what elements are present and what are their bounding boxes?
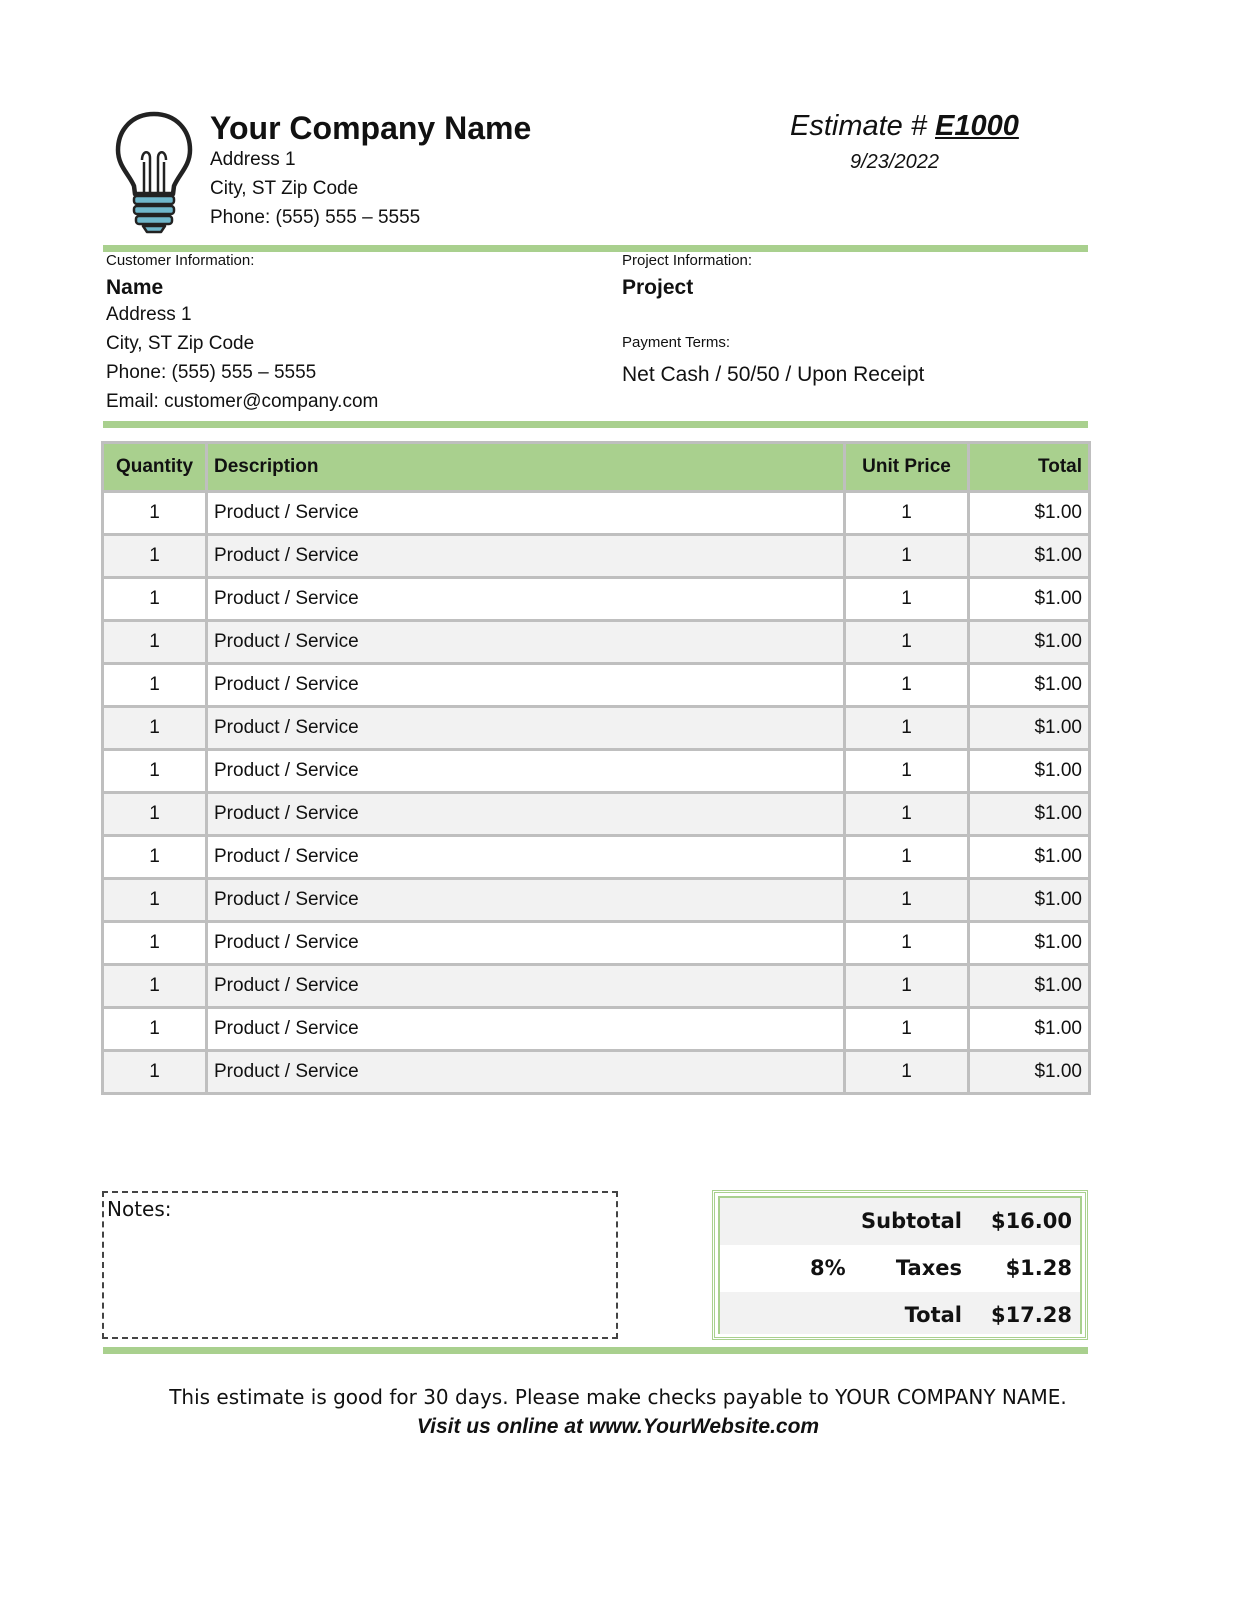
divider — [103, 421, 1088, 428]
description-cell[interactable]: Product / Service — [207, 836, 845, 879]
estimate-date: 9/23/2022 — [850, 151, 939, 173]
divider — [103, 1347, 1088, 1354]
table-row — [103, 922, 1090, 965]
payment-terms-heading: Payment Terms: — [622, 334, 731, 351]
table-row — [103, 621, 1090, 664]
line-total-cell[interactable]: $1.00 — [969, 879, 1090, 922]
subtotal-label: Subtotal — [861, 1209, 962, 1233]
line-total-cell[interactable]: $1.00 — [969, 578, 1090, 621]
table-row — [103, 707, 1090, 750]
company-city: City, ST Zip Code — [210, 178, 359, 199]
description-cell[interactable]: Product / Service — [207, 879, 845, 922]
line-total-cell[interactable]: $1.00 — [969, 750, 1090, 793]
customer-city: City, ST Zip Code — [106, 333, 255, 354]
description-cell[interactable]: Product / Service — [207, 750, 845, 793]
quantity-cell[interactable]: 1 — [103, 965, 207, 1008]
footer-terms: This estimate is good for 30 days. Please make checks payable to YOUR COMPANY NAME. — [169, 1385, 1067, 1409]
subtotal-value: $16.00 — [990, 1209, 1072, 1233]
description-cell[interactable]: Product / Service — [207, 492, 845, 535]
description-cell[interactable]: Product / Service — [207, 621, 845, 664]
taxes-row — [720, 1245, 1080, 1292]
quantity-cell[interactable]: 1 — [103, 879, 207, 922]
unit-price-cell[interactable]: 1 — [845, 836, 969, 879]
description-cell[interactable]: Product / Service — [207, 793, 845, 836]
column-header-total: Total — [969, 443, 1090, 492]
total-value: $17.28 — [990, 1303, 1072, 1327]
table-header-row — [103, 443, 1090, 492]
table-row — [103, 578, 1090, 621]
total-row — [720, 1292, 1080, 1334]
unit-price-cell[interactable]: 1 — [845, 492, 969, 535]
customer-name: Name — [106, 276, 164, 299]
unit-price-cell[interactable]: 1 — [845, 922, 969, 965]
unit-price-cell[interactable]: 1 — [845, 793, 969, 836]
project-name: Project — [622, 276, 694, 299]
unit-price-cell[interactable]: 1 — [845, 879, 969, 922]
unit-price-cell[interactable]: 1 — [845, 1051, 969, 1094]
description-cell[interactable]: Product / Service — [207, 707, 845, 750]
unit-price-cell[interactable]: 1 — [845, 578, 969, 621]
table-row — [103, 750, 1090, 793]
table-row — [103, 836, 1090, 879]
unit-price-cell[interactable]: 1 — [845, 664, 969, 707]
line-total-cell[interactable]: $1.00 — [969, 621, 1090, 664]
line-total-cell[interactable]: $1.00 — [969, 664, 1090, 707]
description-cell[interactable]: Product / Service — [207, 664, 845, 707]
unit-price-cell[interactable]: 1 — [845, 707, 969, 750]
quantity-cell[interactable]: 1 — [103, 922, 207, 965]
description-cell[interactable]: Product / Service — [207, 1051, 845, 1094]
customer-email: Email: customer@company.com — [106, 391, 379, 412]
subtotal-row — [720, 1198, 1080, 1245]
table-row — [103, 492, 1090, 535]
table-row — [103, 1008, 1090, 1051]
column-header-unit-price: Unit Price — [845, 443, 969, 492]
table-row — [103, 1051, 1090, 1094]
description-cell[interactable]: Product / Service — [207, 965, 845, 1008]
estimate-label: Estimate # — [790, 110, 927, 142]
unit-price-cell[interactable]: 1 — [845, 750, 969, 793]
company-address: Address 1 — [210, 149, 296, 170]
table-row — [103, 664, 1090, 707]
unit-price-cell[interactable]: 1 — [845, 1008, 969, 1051]
notes-label: Notes: — [107, 1197, 172, 1221]
tax-rate: 8% — [810, 1256, 846, 1280]
quantity-cell[interactable]: 1 — [103, 621, 207, 664]
divider — [103, 245, 1088, 252]
column-header-description: Description — [207, 443, 845, 492]
quantity-cell[interactable]: 1 — [103, 793, 207, 836]
footer-website: Visit us online at www.YourWebsite.com — [416, 1415, 820, 1438]
customer-heading: Customer Information: — [106, 252, 255, 269]
line-total-cell[interactable]: $1.00 — [969, 1051, 1090, 1094]
company-name: Your Company Name — [210, 110, 532, 146]
quantity-cell[interactable]: 1 — [103, 492, 207, 535]
project-heading: Project Information: — [622, 252, 753, 269]
table-row — [103, 965, 1090, 1008]
line-total-cell[interactable]: $1.00 — [969, 492, 1090, 535]
line-items-table — [101, 441, 1091, 1095]
quantity-cell[interactable]: 1 — [103, 836, 207, 879]
line-total-cell[interactable]: $1.00 — [969, 1008, 1090, 1051]
description-cell[interactable]: Product / Service — [207, 1008, 845, 1051]
description-cell[interactable]: Product / Service — [207, 922, 845, 965]
quantity-cell[interactable]: 1 — [103, 578, 207, 621]
totals-box — [712, 1190, 1088, 1340]
quantity-cell[interactable]: 1 — [103, 750, 207, 793]
table-row — [103, 535, 1090, 578]
column-header-quantity: Quantity — [103, 443, 207, 492]
line-total-cell[interactable]: $1.00 — [969, 535, 1090, 578]
quantity-cell[interactable]: 1 — [103, 1008, 207, 1051]
taxes-label: Taxes — [895, 1256, 962, 1280]
notes-box[interactable] — [102, 1191, 618, 1339]
lightbulb-icon — [113, 110, 195, 236]
taxes-value: $1.28 — [1005, 1256, 1072, 1280]
table-row — [103, 793, 1090, 836]
line-total-cell[interactable]: $1.00 — [969, 836, 1090, 879]
estimate-title — [790, 110, 1019, 143]
description-cell[interactable]: Product / Service — [207, 535, 845, 578]
description-cell[interactable]: Product / Service — [207, 578, 845, 621]
unit-price-cell[interactable]: 1 — [845, 621, 969, 664]
payment-terms: Net Cash / 50/50 / Upon Receipt — [622, 363, 925, 386]
customer-address: Address 1 — [106, 304, 192, 325]
company-phone: Phone: (555) 555 – 5555 — [210, 207, 421, 228]
unit-price-cell[interactable]: 1 — [845, 535, 969, 578]
customer-phone: Phone: (555) 555 – 5555 — [106, 362, 317, 383]
line-total-cell[interactable]: $1.00 — [969, 965, 1090, 1008]
line-total-cell[interactable]: $1.00 — [969, 707, 1090, 750]
total-label: Total — [904, 1303, 962, 1327]
quantity-cell[interactable]: 1 — [103, 707, 207, 750]
estimate-number: E1000 — [935, 110, 1019, 142]
line-total-cell[interactable]: $1.00 — [969, 922, 1090, 965]
quantity-cell[interactable]: 1 — [103, 535, 207, 578]
quantity-cell[interactable]: 1 — [103, 1051, 207, 1094]
unit-price-cell[interactable]: 1 — [845, 965, 969, 1008]
table-row — [103, 879, 1090, 922]
line-total-cell[interactable]: $1.00 — [969, 793, 1090, 836]
quantity-cell[interactable]: 1 — [103, 664, 207, 707]
